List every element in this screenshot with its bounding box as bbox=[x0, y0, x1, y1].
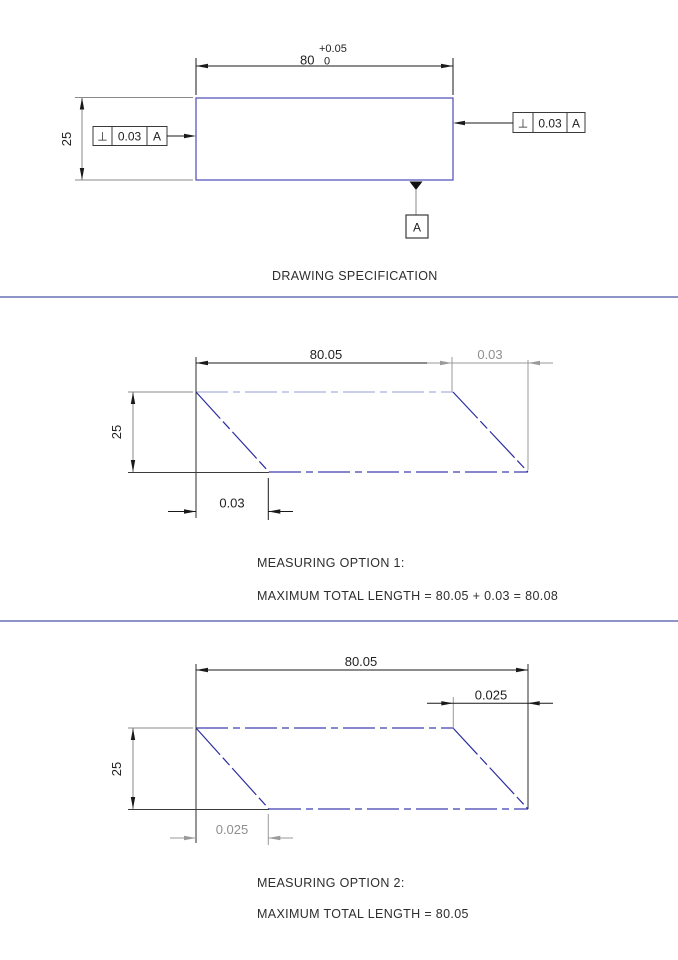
arrowhead bbox=[131, 797, 135, 809]
arrowhead bbox=[131, 392, 135, 404]
spec-width-tol-lower: 0 bbox=[324, 55, 331, 68]
datum-triangle-icon bbox=[410, 182, 423, 191]
fcf-left bbox=[93, 127, 196, 146]
option1-height-dimension bbox=[128, 392, 193, 472]
option1-bottom-offset-value: 0.03 bbox=[219, 495, 245, 511]
arrowhead bbox=[184, 509, 196, 513]
fcf-left-tolerance: 0.03 bbox=[117, 129, 142, 144]
perpendicularity-icon: ⊥ bbox=[517, 116, 529, 131]
arrowhead bbox=[80, 98, 84, 110]
option2-length-value: 80.05 bbox=[344, 654, 378, 669]
option1-top-offset-dimension bbox=[427, 357, 553, 470]
arrowhead bbox=[268, 509, 280, 513]
fcf-left-datum-ref: A bbox=[152, 129, 162, 144]
part-rectangle bbox=[196, 98, 453, 180]
spec-height-value: 25 bbox=[59, 131, 74, 147]
option2-height-dimension bbox=[128, 728, 193, 809]
arrowhead bbox=[268, 836, 280, 840]
arrowhead bbox=[131, 460, 135, 472]
datum-feature bbox=[406, 182, 428, 239]
option1-top-offset-value: 0.03 bbox=[477, 347, 503, 362]
arrowhead bbox=[528, 361, 540, 365]
arrowhead bbox=[80, 168, 84, 180]
part-left-edge bbox=[196, 728, 269, 809]
option2-bottom-offset-value: 0.025 bbox=[215, 822, 249, 837]
arrowhead bbox=[516, 668, 528, 672]
datum-label: A bbox=[412, 220, 422, 235]
spec-width-tol-upper: +0.05 bbox=[319, 43, 347, 55]
arrowhead bbox=[131, 728, 135, 740]
part-right-edge bbox=[453, 728, 528, 809]
arrowhead bbox=[196, 668, 208, 672]
arrowhead bbox=[440, 361, 452, 365]
part-left-edge bbox=[196, 392, 269, 472]
fcf-right bbox=[453, 113, 585, 133]
section-divider bbox=[0, 620, 678, 622]
option1-formula: MAXIMUM TOTAL LENGTH = 80.05 + 0.03 = 80.08 bbox=[257, 589, 559, 603]
arrowhead bbox=[441, 64, 453, 68]
option1-height-value: 25 bbox=[109, 424, 124, 440]
arrowhead bbox=[196, 361, 208, 365]
option2-height-value: 25 bbox=[109, 761, 124, 777]
arrowhead bbox=[528, 701, 540, 705]
arrowhead bbox=[441, 701, 453, 705]
option1-drawing bbox=[109, 347, 553, 520]
arrowhead bbox=[184, 836, 196, 840]
spec-drawing bbox=[59, 43, 585, 238]
option2-formula: MAXIMUM TOTAL LENGTH = 80.05 bbox=[257, 907, 469, 921]
option1-length-value: 80.05 bbox=[309, 347, 343, 362]
part-right-edge bbox=[453, 392, 528, 472]
section-divider bbox=[0, 296, 678, 298]
option1-title: MEASURING OPTION 1: bbox=[257, 556, 405, 570]
fcf-right-datum-ref: A bbox=[571, 116, 581, 131]
spec-caption: DRAWING SPECIFICATION bbox=[272, 269, 438, 283]
arrowhead bbox=[196, 64, 208, 68]
option2-drawing bbox=[109, 654, 553, 845]
fcf-right-tolerance: 0.03 bbox=[538, 116, 562, 131]
arrowhead bbox=[184, 134, 196, 138]
arrowhead bbox=[453, 121, 465, 125]
option2-top-offset-value: 0.025 bbox=[474, 687, 508, 703]
perpendicularity-icon: ⊥ bbox=[97, 129, 108, 144]
option2-title: MEASURING OPTION 2: bbox=[257, 876, 405, 890]
spec-width-value: 80 bbox=[300, 52, 315, 68]
